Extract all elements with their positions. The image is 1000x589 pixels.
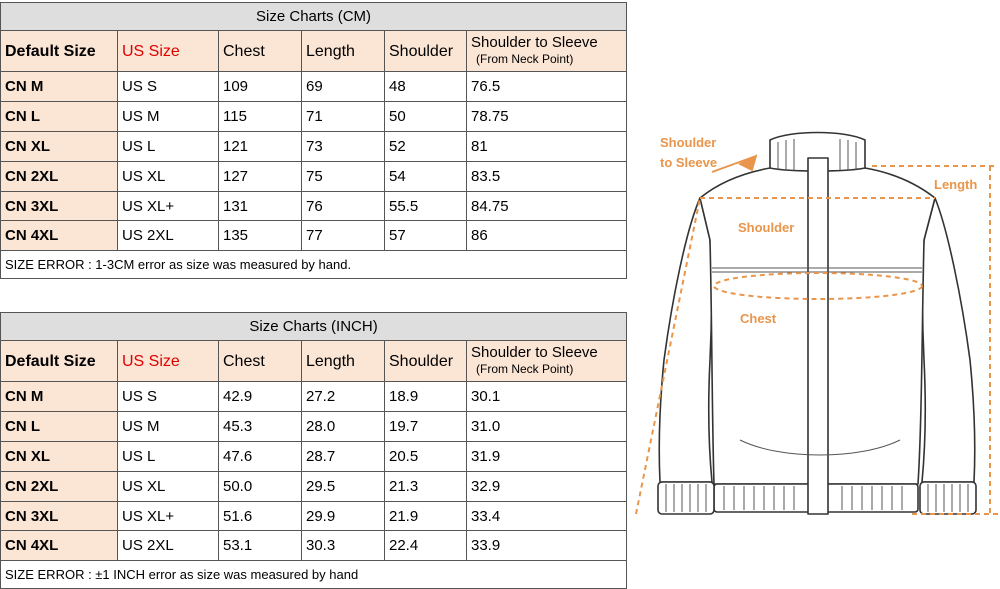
cell-default-size: CN 2XL <box>1 472 118 502</box>
cell-length: 73 <box>302 132 385 162</box>
cell-default-size: CN 4XL <box>1 531 118 561</box>
cell-shoulder-to-sleeve: 32.9 <box>467 472 627 502</box>
cell-us-size: US XL <box>118 472 219 502</box>
cell-us-size: US XL+ <box>118 192 219 221</box>
cell-chest: 50.0 <box>219 472 302 502</box>
header-default-size: Default Size <box>1 31 118 72</box>
table-row <box>1 442 627 472</box>
size-error-note: SIZE ERROR : ±1 INCH error as size was measured by hand <box>1 561 627 589</box>
cell-shoulder: 52 <box>385 132 467 162</box>
cell-length: 69 <box>302 72 385 102</box>
arrow-heads <box>712 156 756 172</box>
cell-length: 28.0 <box>302 412 385 442</box>
table-row <box>1 102 627 132</box>
header-shoulder: Shoulder <box>385 31 467 72</box>
cell-chest: 135 <box>219 221 302 251</box>
table-row <box>1 531 627 561</box>
cell-shoulder-to-sleeve: 33.4 <box>467 502 627 531</box>
cell-shoulder-to-sleeve: 76.5 <box>467 72 627 102</box>
cell-length: 28.7 <box>302 442 385 472</box>
cell-default-size: CN 3XL <box>1 502 118 531</box>
cell-us-size: US S <box>118 382 219 412</box>
cell-us-size: US L <box>118 132 219 162</box>
cell-chest: 109 <box>219 72 302 102</box>
header-shoulder: Shoulder <box>385 341 467 382</box>
cell-chest: 53.1 <box>219 531 302 561</box>
cell-us-size: US 2XL <box>118 531 219 561</box>
header-shoulder-to-sleeve-label: Shoulder to Sleeve <box>471 34 598 51</box>
cell-shoulder: 54 <box>385 162 467 192</box>
header-from-neck-point: (From Neck Point) <box>476 52 574 66</box>
table-row <box>1 472 627 502</box>
label-shoulder-to-sleeve-2: to Sleeve <box>660 155 718 170</box>
cell-shoulder-to-sleeve: 86 <box>467 221 627 251</box>
cell-chest: 45.3 <box>219 412 302 442</box>
cell-default-size: CN XL <box>1 442 118 472</box>
label-shoulder-to-sleeve-1: Shoulder <box>660 135 717 150</box>
cell-shoulder: 50 <box>385 102 467 132</box>
cell-shoulder-to-sleeve: 33.9 <box>467 531 627 561</box>
header-us-size: US Size <box>118 341 219 382</box>
cell-shoulder: 21.9 <box>385 502 467 531</box>
cell-shoulder: 21.3 <box>385 472 467 502</box>
table-row <box>1 192 627 221</box>
cell-shoulder-to-sleeve: 31.9 <box>467 442 627 472</box>
cell-shoulder-to-sleeve: 84.75 <box>467 192 627 221</box>
cell-shoulder: 19.7 <box>385 412 467 442</box>
label-length: Length <box>934 177 978 192</box>
cell-shoulder-to-sleeve: 30.1 <box>467 382 627 412</box>
table-row <box>1 502 627 531</box>
table-row <box>1 72 627 102</box>
cell-chest: 115 <box>219 102 302 132</box>
cell-us-size: US M <box>118 102 219 132</box>
cell-shoulder-to-sleeve: 78.75 <box>467 102 627 132</box>
cell-shoulder-to-sleeve: 31.0 <box>467 412 627 442</box>
cell-length: 27.2 <box>302 382 385 412</box>
cell-default-size: CN M <box>1 72 118 102</box>
size-chart-inch <box>0 312 627 589</box>
cell-chest: 47.6 <box>219 442 302 472</box>
cell-chest: 131 <box>219 192 302 221</box>
cell-shoulder: 55.5 <box>385 192 467 221</box>
cell-chest: 127 <box>219 162 302 192</box>
cell-shoulder: 57 <box>385 221 467 251</box>
cell-default-size: CN 3XL <box>1 192 118 221</box>
cell-shoulder: 18.9 <box>385 382 467 412</box>
label-chest: Chest <box>740 311 777 326</box>
header-from-neck-point: (From Neck Point) <box>476 362 574 376</box>
header-us-size: US Size <box>118 31 219 72</box>
cell-default-size: CN 4XL <box>1 221 118 251</box>
cell-us-size: US XL+ <box>118 502 219 531</box>
table-caption: Size Charts (INCH) <box>1 313 627 341</box>
header-shoulder-to-sleeve <box>467 341 627 382</box>
table-row <box>1 221 627 251</box>
cell-default-size: CN L <box>1 102 118 132</box>
cell-us-size: US L <box>118 442 219 472</box>
label-shoulder: Shoulder <box>738 220 795 235</box>
header-default-size: Default Size <box>1 341 118 382</box>
cell-chest: 51.6 <box>219 502 302 531</box>
header-shoulder-to-sleeve-label: Shoulder to Sleeve <box>471 344 598 361</box>
table-row <box>1 162 627 192</box>
cell-default-size: CN M <box>1 382 118 412</box>
cell-chest: 121 <box>219 132 302 162</box>
cell-shoulder-to-sleeve: 81 <box>467 132 627 162</box>
cell-shoulder-to-sleeve: 83.5 <box>467 162 627 192</box>
size-chart-cm <box>0 2 627 279</box>
cell-shoulder: 22.4 <box>385 531 467 561</box>
cell-length: 77 <box>302 221 385 251</box>
table-caption: Size Charts (CM) <box>1 3 627 31</box>
cell-shoulder: 48 <box>385 72 467 102</box>
header-chest: Chest <box>219 341 302 382</box>
header-length: Length <box>302 31 385 72</box>
cell-length: 76 <box>302 192 385 221</box>
size-error-note: SIZE ERROR : 1-3CM error as size was measured by hand. <box>1 251 627 279</box>
table-row <box>1 132 627 162</box>
cell-default-size: CN XL <box>1 132 118 162</box>
header-shoulder-to-sleeve <box>467 31 627 72</box>
header-chest: Chest <box>219 31 302 72</box>
cell-length: 30.3 <box>302 531 385 561</box>
cell-chest: 42.9 <box>219 382 302 412</box>
cell-shoulder: 20.5 <box>385 442 467 472</box>
table-row <box>1 412 627 442</box>
jacket-measurement-diagram <box>630 118 1000 523</box>
cell-default-size: CN L <box>1 412 118 442</box>
cell-default-size: CN 2XL <box>1 162 118 192</box>
cell-us-size: US 2XL <box>118 221 219 251</box>
cell-length: 71 <box>302 102 385 132</box>
table-row <box>1 382 627 412</box>
cell-us-size: US S <box>118 72 219 102</box>
cell-length: 29.9 <box>302 502 385 531</box>
header-length: Length <box>302 341 385 382</box>
cell-us-size: US M <box>118 412 219 442</box>
cell-length: 29.5 <box>302 472 385 502</box>
cell-length: 75 <box>302 162 385 192</box>
jacket-outline-icon <box>658 133 976 515</box>
cell-us-size: US XL <box>118 162 219 192</box>
